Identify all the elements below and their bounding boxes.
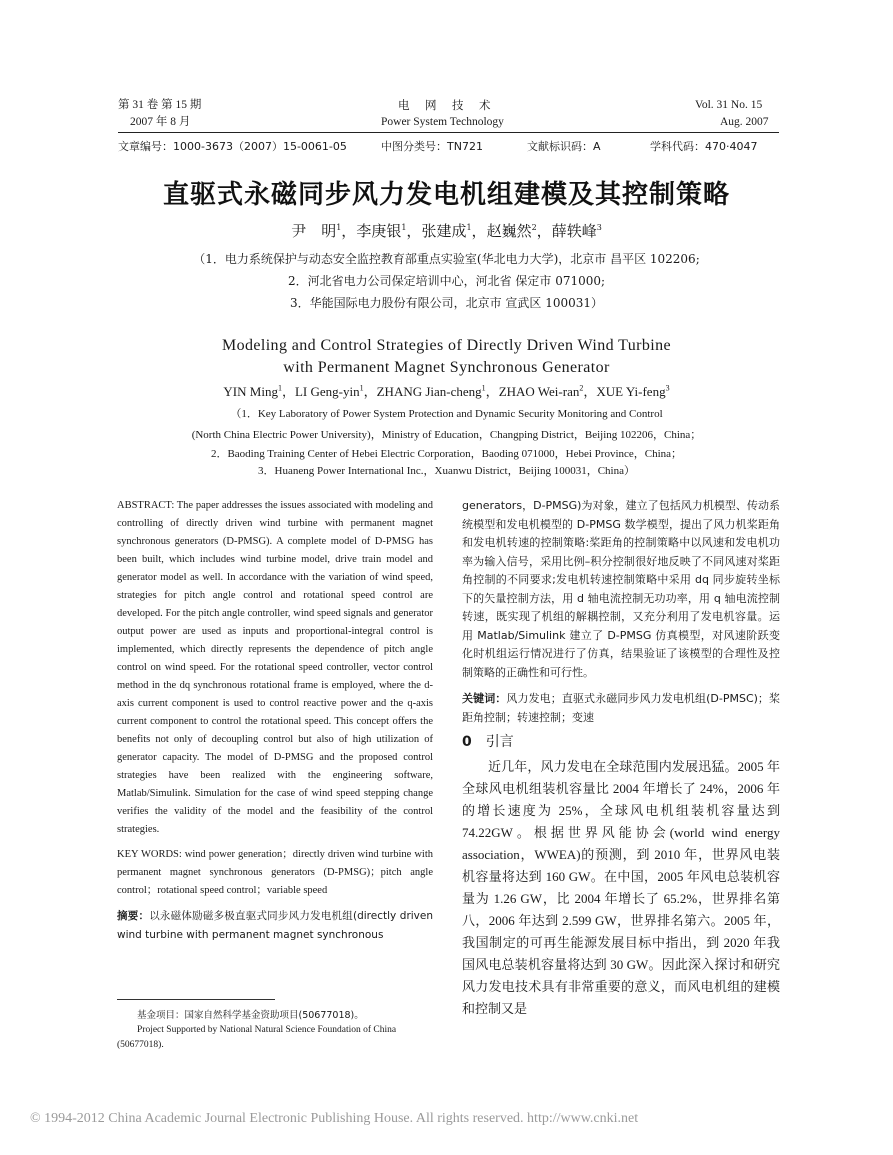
author-cn-affil: 1 (401, 223, 407, 232)
header-date-en: Aug. 2007 (720, 116, 769, 128)
footnote-funding-cn: 基金项目：国家自然科学基金资助项目(50677018)。 (137, 1010, 364, 1021)
author-sep: ， (363, 384, 377, 399)
author-cn: 尹 明 (291, 222, 337, 240)
author-en-affil: 1 (481, 383, 486, 393)
author-cn-affil: 3 (596, 223, 602, 232)
affiliation-en-1: （1．Key Laboratory of Power System Protection and Dynamic Security Monitoring and Control (230, 408, 663, 420)
affiliation-en-1-cont: (North China Electric Power University)，Ministry of Education，Changping District，Beijing 102206，China； (191, 429, 702, 441)
copyright-notice: © 1994-2012 China Academic Journal Electronic Publishing House. All rights reserved. http://www.cnki.net (30, 1111, 639, 1126)
author-cn: 张建成 (421, 222, 467, 240)
keywords-cn-text: 风力发电；直驱式永磁同步风力发电机组(D-PMSC)；桨距角控制；转速控制；变速 (462, 692, 781, 724)
document-code: 文献标识码：A (527, 140, 601, 153)
author-cn: 李庚银 (356, 222, 402, 240)
author-cn: 薛轶峰 (551, 222, 597, 240)
author-en-affil: 3 (665, 383, 670, 393)
left-column (117, 497, 433, 952)
author-sep: ， (485, 384, 499, 399)
header-journal-en: Power System Technology (381, 116, 504, 128)
author-sep: ， (281, 384, 295, 399)
affiliation-cn-3: 3．华能国际电力股份有限公司，北京市 宣武区 100031） (289, 296, 604, 310)
footnote-funding-en: Project Supported by National Natural Science Foundation of China (50677018). (117, 1025, 397, 1050)
header-rule (118, 132, 779, 133)
affiliation-cn-2: 2．河北省电力公司保定培训中心，河北省 保定市 071000; (287, 274, 606, 288)
author-en-affil: 1 (277, 383, 282, 393)
affiliation-cn-1: （1．电力系统保护与动态安全监控教育部重点实验室(华北电力大学)，北京市 昌平区 102206; (193, 252, 700, 266)
keywords-cn-label: 关键词： (462, 692, 507, 705)
right-column (462, 497, 780, 1020)
author-sep: ， (536, 222, 552, 240)
footnote-rule (117, 999, 275, 1000)
footnotes (117, 1008, 433, 1053)
author-cn-affil: 2 (531, 223, 537, 232)
paper-title-en-line1: Modeling and Control Strategies of Directly Driven Wind Turbine (221, 337, 672, 354)
author-cn: 赵巍然 (486, 222, 532, 240)
abstract-cn-label: 摘要： (117, 910, 150, 922)
header-vol-no-en: Vol. 31 No. 15 (695, 99, 763, 111)
author-sep: ， (583, 384, 597, 399)
abstract-en: ABSTRACT: The paper addresses the issues associated with modeling and controlling of directly driven wind turbine with permanent magnet synchronous generators (D-PMSG). A complete model of D-PMSG has been built, which includes wind turbine model, drive train model and generator model as well. In accordance with the variation of wind speed, strategies for pitch angle control and rotational speed control are developed. For the pitch angle controller, wind speed signals and generator output power are used as inputs and proportional-integral control is implemented, which directly represents the dependence of pitch angle control on wind speed. For the rotational speed controller, vector control method in the dq synchronous rotational frame is employed, where the d-axis current component is used to control reactive power and the q-axis current component to control the rotational speed. This concept offers the benefits not only of decoupling control but also of high utilization of generator capacity. The model of D-PMSG and the proposed control strategies have been realized with the engineering software, Matlab/Simulink. Simulation for the case of wind speed stepping change verifies the validity of the model and the feasibility of the control strategies. (117, 500, 433, 835)
paper-title-en-line2: with Permanent Magnet Synchronous Generator (283, 359, 610, 376)
abstract-cn-continued: generators，D-PMSG)为对象，建立了包括风力机模型、传动系统模型和发电机模型的 D-PMSG 数学模型，提出了风力机桨距角和发电机转速的控制策略:桨距角的控制策略中以风速和发电机功率为输入信号，采用比例–积分控制很好地反映了不同风速对桨距角控制的不同要求;发电机转速控制策略中采用 dq 同步旋转坐标下的矢量控制方法，用 d 轴电流控制无功功率，用 q 轴电流控制转速，既实现了机组的解耦控制，又充分利用了发电机容量。运用 Matlab/Simulink 建立了 D-PMSG 仿真模型，对风速阶跃变化时机组运行情况进行了仿真，结果验证了该模型的合理性及控制策略的正确性和可行性。 (462, 499, 780, 679)
section-number: 0 (462, 734, 472, 750)
author-en-affil: 2 (579, 383, 584, 393)
author-en: XUE Yi-feng (596, 384, 666, 399)
author-sep: ， (341, 222, 357, 240)
author-en: ZHAO Wei-ran (498, 384, 580, 399)
authors-cn (0, 220, 893, 241)
author-sep: ， (406, 222, 422, 240)
author-sep: ， (471, 222, 487, 240)
subject-code: 学科代码：470·4047 (650, 140, 758, 153)
author-cn-affil: 1 (466, 223, 472, 232)
author-en-affil: 1 (359, 383, 364, 393)
keywords-cn (462, 690, 780, 727)
clc-number: 中图分类号：TN721 (381, 140, 483, 153)
abstract-cn-start (117, 907, 433, 945)
article-number: 文章编号：1000-3673（2007）15-0061-05 (118, 140, 347, 153)
affiliation-en-2: 2．Baoding Training Center of Hebei Electric Corporation，Baoding 071000，Hebei Province，China； (210, 448, 683, 460)
section-title: 引言 (485, 734, 514, 750)
keywords-en: KEY WORDS: wind power generation；directly driven wind turbine with permanent magnet synchronous generators (D-PMSG)；pitch angle control；rotational speed control；variable speed (117, 849, 433, 896)
header-journal-cn: 电 网 技 术 (398, 98, 493, 112)
header-volume-issue: 第 31 卷 第 15 期 (118, 99, 202, 111)
author-en: ZHANG Jian-cheng (376, 384, 482, 399)
introduction-text: 近几年，风力发电在全球范围内发展迅猛。2005 年全球风电机组装机容量比 2004 年增长了 24%，2006 年的增长速度为 25%，全球风电机组装机容量达到 74.22GW。根据世界风能协会(world wind energy association，WWEA)的预测，到 2010 年，世界风电装机容量将达到 160 GW。在中国，2005 年风电总装机容量为 1.26 GW，比 2004 年增长了 65.2%，世界排名第八，2006 年达到 2.599 GW，世界排名第六。2005 年，我国制定的可再生能源发展目标中指出，到 2020 年我国风电总装机容量将达到 30 GW。因此深入探讨和研究风力发电技术具有非常重要的意义，而风电机组的建模和控制又是 (462, 758, 780, 1016)
section-heading-introduction (462, 733, 780, 752)
abstract-cn-text: 以永磁体励磁多极直驱式同步风力发电机组(directly driven wind turbine with permanent magnet synchronous (117, 910, 434, 941)
header-date: 2007 年 8 月 (130, 116, 191, 128)
authors-en (0, 381, 893, 400)
author-en: LI Geng-yin (294, 384, 360, 399)
author-en: YIN Ming (223, 384, 278, 399)
author-cn-affil: 1 (336, 223, 342, 232)
affiliation-en-3: 3．Huaneng Power International Inc.，Xuanwu District，Beijing 100031，China） (258, 465, 635, 477)
paper-title-cn: 直驱式永磁同步风力发电机组建模及其控制策略 (162, 180, 730, 210)
